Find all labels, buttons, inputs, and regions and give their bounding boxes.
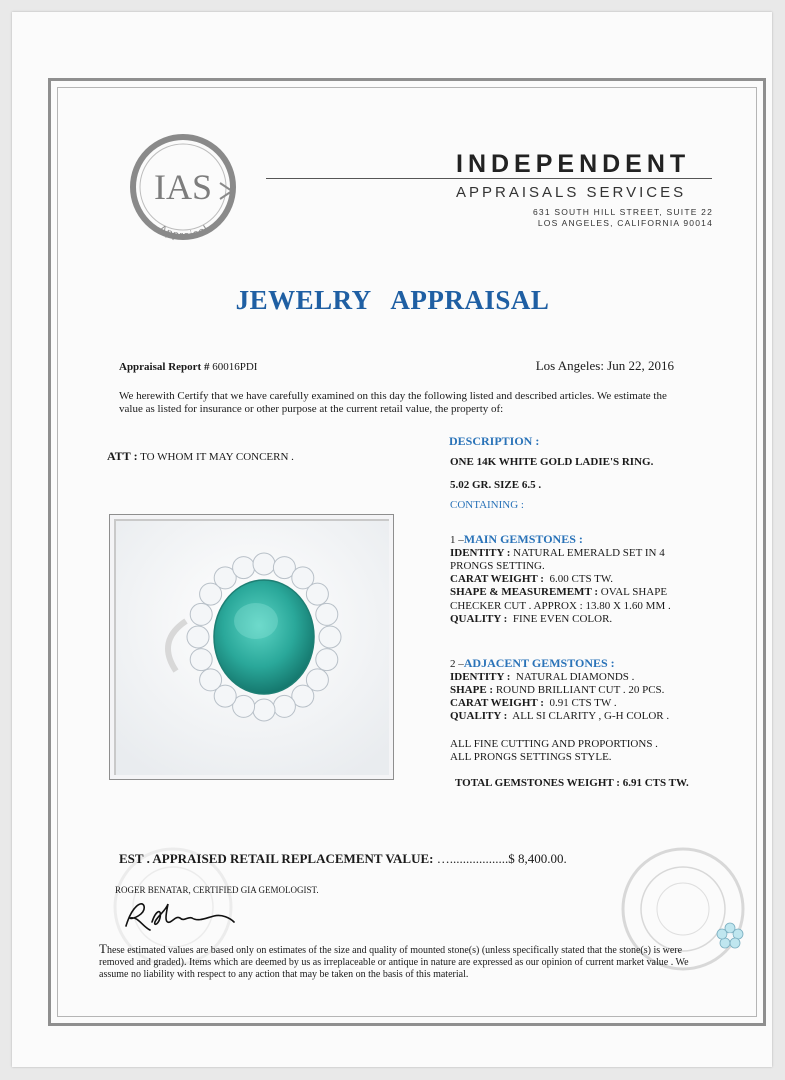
att-value: TO WHOM IT MAY CONCERN . [140,451,294,463]
att-label: ATT : [107,449,138,463]
ring-photo-inner [114,519,389,775]
adjacent-carat [450,697,617,709]
main-shape-label: SHAPE & MEASUREMEMT : [450,586,598,598]
main-carat-value: 6.00 CTS TW. [549,573,614,585]
main-carat-label: CARAT WEIGHT : [450,573,544,585]
adjacent-shape-value: ROUND BRILLIANT CUT . 20 PCS. [495,684,665,696]
main-identity-value: NATURAL EMERALD SET IN 4 [513,547,665,559]
att-line [107,449,294,464]
disclaimer-initial: T [99,941,107,956]
adjacent-quality [450,710,669,722]
total-weight: TOTAL GEMSTONES WEIGHT : 6.91 CTS TW. [455,777,689,789]
adjacent-gemstones-heading [450,656,615,671]
main-quality [450,613,612,625]
adjacent-carat-value: 0.91 CTS TW . [549,697,617,709]
report-date: Los Angeles: Jun 22, 2016 [535,358,674,373]
estimate-label: EST . APPRAISED RETAIL REPLACEMENT VALUE: [119,851,434,866]
description-heading: DESCRIPTION : [449,434,540,448]
gemologist-name: ROGER BENATAR, CERTIFIED GIA GEMOLOGIST. [115,885,319,895]
main-heading-text: MAIN GEMSTONES : [463,532,583,546]
company-name: INDEPENDENT [456,150,691,178]
halo-diamond [316,649,338,671]
estimated-value [119,851,567,867]
report-number [119,361,257,373]
adjacent-shape [450,684,664,696]
halo-diamond [233,557,255,579]
adjacent-heading-text: ADJACENT GEMSTONES : [463,656,615,670]
weight-size-line: 5.02 GR. SIZE 6.5 . [450,479,542,491]
adjacent-prefix: 2 – [450,658,464,670]
adjacent-identity-label: IDENTITY : [450,671,511,683]
halo-diamond [253,553,275,575]
svg-text:IAS: IAS [153,167,213,207]
report-label: Appraisal Report # [119,361,210,373]
ring-photo [116,521,389,775]
document-title: JEWELRY APPRAISAL [235,285,550,315]
svg-text:Appraisal: Appraisal [156,223,212,241]
main-quality-label: QUALITY : [450,613,508,625]
halo-diamond [190,649,212,671]
estimate-value: 8,400.00. [518,851,567,866]
main-quality-value: FINE EVEN COLOR. [512,613,613,625]
disclaimer [99,943,699,981]
certification-intro: We herewith Certify that we have carefully examined on this day the following listed and described articles. We estimate the value as listed for insurance or other purpose at the current retail value, the property of: [119,390,667,415]
main-identity [450,547,665,559]
address-line-1: 631 SOUTH HILL STREET, SUITE 22 [532,207,713,217]
main-carat [450,573,613,585]
disclaimer-text: hese estimated values are based only on estimates of the size and quality of mounted stone(s) (unless specifically stated that the stone(s) is were removed and graded). Items which are deemed by us as irreplaceable or antique in nature are expressed as our opinion of current market value . We assume no liability with respect to any action that may be taken on the basis of this material. [99,945,689,980]
main-shape-cont: CHECKER CUT . APPROX : 13.80 X 1.60 MM . [450,600,671,612]
adjacent-quality-value: ALL SI CLARITY , G-H COLOR . [512,710,670,722]
halo-diamond [316,603,338,625]
halo-diamond [190,603,212,625]
adjacent-shape-label: SHAPE : [450,684,494,696]
adjacent-carat-label: CARAT WEIGHT : [450,697,544,709]
note-prongs: ALL PRONGS SETTINGS STYLE. [450,751,612,763]
adjacent-identity-value: NATURAL DIAMONDS . [515,671,635,683]
estimate-dots: …..................$ [436,851,515,866]
main-identity-cont: PRONGS SETTING. [450,560,545,572]
halo-diamond [200,669,222,691]
address-line-2: LOS ANGELES, CALIFORNIA 90014 [537,218,713,228]
report-value: 60016PDI [212,361,258,373]
signature-icon [122,896,242,936]
halo-diamond [187,626,209,648]
halo-diamond [306,583,328,605]
adjacent-quality-label: QUALITY : [450,710,508,722]
halo-diamond [273,695,295,717]
halo-diamond [253,699,275,721]
item-line: ONE 14K WHITE GOLD LADIE'S RING. [450,456,654,468]
flower-icon [712,921,748,951]
adjacent-identity [450,671,634,683]
main-prefix: 1 – [450,534,464,546]
company-subtitle: APPRAISALS SERVICES [456,184,687,201]
main-gemstones-heading [450,532,583,547]
note-cutting: ALL FINE CUTTING AND PROPORTIONS . [450,738,658,750]
main-identity-label: IDENTITY : [450,547,511,559]
main-shape-value: OVAL SHAPE [600,586,668,598]
ias-logo-icon [124,133,242,241]
halo-diamond [319,626,341,648]
containing-line: CONTAINING : [450,499,524,511]
ring-photo-frame [109,514,394,780]
main-shape [450,586,667,598]
